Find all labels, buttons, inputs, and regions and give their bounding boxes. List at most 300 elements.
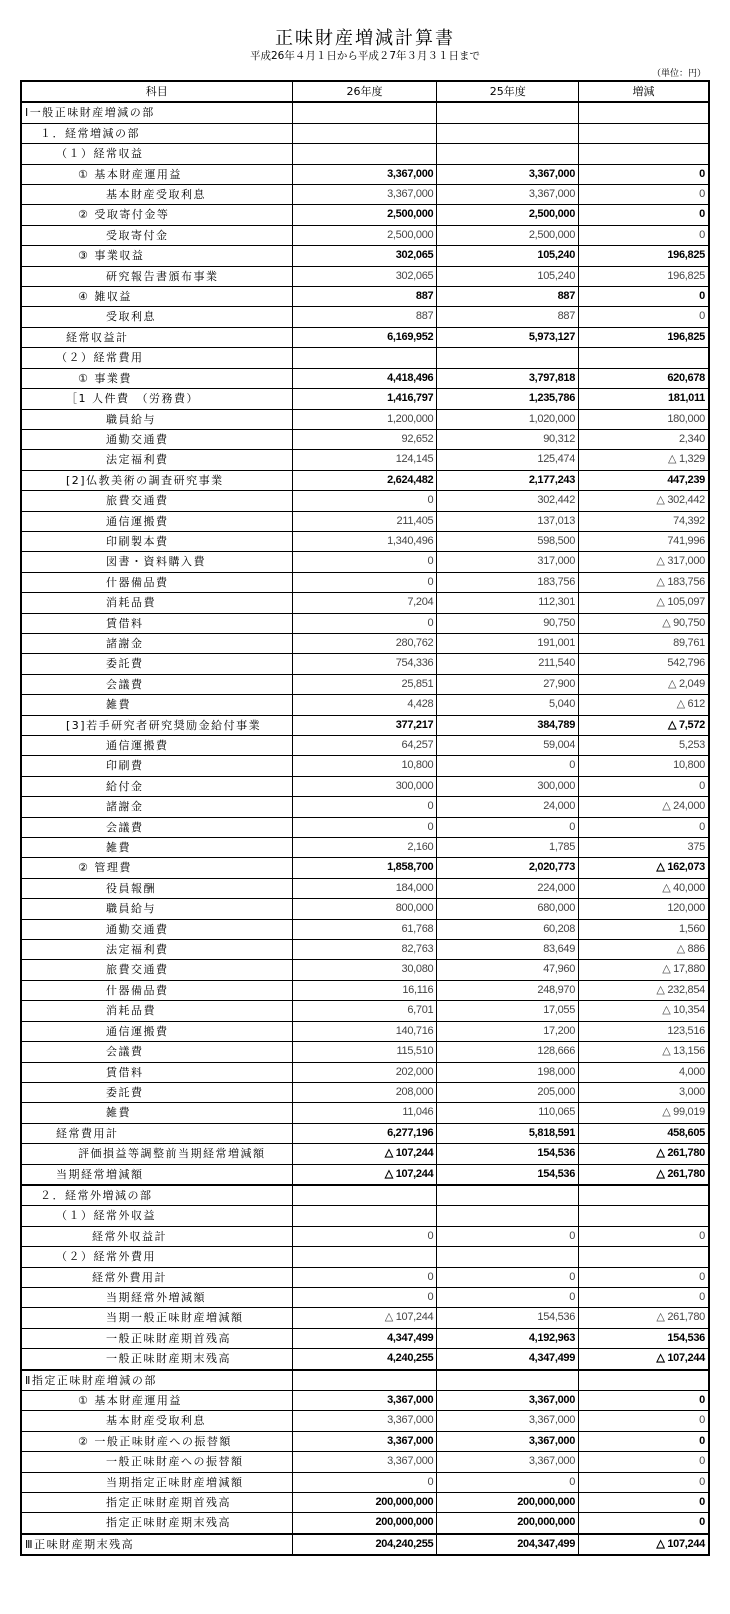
table-row [21, 1206, 709, 1226]
value-fy25: 5,818,591 [437, 1123, 579, 1143]
value-change: 0 [579, 1411, 709, 1431]
table-row [21, 899, 709, 919]
value-change: 0 [579, 225, 709, 245]
table-row [21, 1185, 709, 1206]
value-fy25: 154,536 [437, 1308, 579, 1328]
row-label: 通勤交通費 [21, 429, 292, 449]
value-fy25: 198,000 [437, 1062, 579, 1082]
table-row [21, 695, 709, 715]
row-label: 一般正味財産期末残高 [21, 1349, 292, 1370]
value-change: △ 17,880 [579, 960, 709, 980]
row-label: 指定正味財産期末残高 [21, 1513, 292, 1534]
table-row [21, 878, 709, 898]
table-row [21, 1123, 709, 1143]
table-row [21, 368, 709, 388]
value-fy26: 211,405 [292, 511, 437, 531]
value-change: 375 [579, 838, 709, 858]
table-row [21, 654, 709, 674]
value-fy25: 0 [437, 1287, 579, 1307]
value-change: △ 13,156 [579, 1042, 709, 1062]
row-label: 什器備品費 [21, 980, 292, 1000]
table-row [21, 1021, 709, 1041]
value-change: △ 317,000 [579, 552, 709, 572]
value-fy25: 2,177,243 [437, 470, 579, 490]
row-label: 通信運搬費 [21, 1021, 292, 1041]
value-change: △ 24,000 [579, 797, 709, 817]
table-row [21, 1144, 709, 1164]
table-row [21, 960, 709, 980]
value-fy25: 2,500,000 [437, 205, 579, 225]
value-fy26 [292, 1370, 437, 1391]
row-label: 図書・資料購入費 [21, 552, 292, 572]
value-fy25: 60,208 [437, 919, 579, 939]
value-fy25: 27,900 [437, 674, 579, 694]
value-fy25 [437, 348, 579, 368]
table-row [21, 327, 709, 347]
value-fy25: 887 [437, 307, 579, 327]
value-change: 741,996 [579, 531, 709, 551]
value-fy25: 3,797,818 [437, 368, 579, 388]
table-row [21, 797, 709, 817]
row-label: 会議費 [21, 1042, 292, 1062]
value-fy26: 7,204 [292, 593, 437, 613]
value-fy25 [437, 1247, 579, 1267]
value-fy25: 4,192,963 [437, 1328, 579, 1348]
table-row [21, 409, 709, 429]
value-change: 0 [579, 776, 709, 796]
value-change: 620,678 [579, 368, 709, 388]
value-change: 2,340 [579, 429, 709, 449]
table-row [21, 348, 709, 368]
row-label: 一般正味財産期首残高 [21, 1328, 292, 1348]
table-row [21, 531, 709, 551]
table-row [21, 1226, 709, 1246]
value-fy25: 3,367,000 [437, 1411, 579, 1431]
row-label: 通信運搬費 [21, 511, 292, 531]
row-label: ② 管理費 [21, 858, 292, 878]
table-row [21, 572, 709, 592]
row-label: [3]若手研究者研究奨励金給付事業 [21, 715, 292, 735]
value-fy25: 5,040 [437, 695, 579, 715]
row-label: ① 基本財産運用益 [21, 164, 292, 184]
value-fy26: 1,858,700 [292, 858, 437, 878]
row-label: 委託費 [21, 654, 292, 674]
value-fy26: 3,367,000 [292, 1411, 437, 1431]
value-change: 0 [579, 1472, 709, 1492]
row-label: （１）経常外収益 [21, 1206, 292, 1226]
value-fy25: 183,756 [437, 572, 579, 592]
table-row [21, 123, 709, 143]
value-fy26: 800,000 [292, 899, 437, 919]
value-fy25: 110,065 [437, 1103, 579, 1123]
value-fy26: 115,510 [292, 1042, 437, 1062]
value-fy26: 3,367,000 [292, 1391, 437, 1411]
value-change: 0 [579, 205, 709, 225]
value-change: 458,605 [579, 1123, 709, 1143]
value-change: △ 105,097 [579, 593, 709, 613]
value-fy25: 90,312 [437, 429, 579, 449]
value-change [579, 123, 709, 143]
value-fy26: 2,160 [292, 838, 437, 858]
value-fy26: 1,416,797 [292, 389, 437, 409]
value-fy25: 302,442 [437, 491, 579, 511]
table-row [21, 1391, 709, 1411]
row-label: 当期経常増減額 [21, 1164, 292, 1185]
row-label: （１）経常収益 [21, 144, 292, 164]
value-change: △ 10,354 [579, 1001, 709, 1021]
row-label: 当期指定正味財産増減額 [21, 1472, 292, 1492]
row-label: ② 一般正味財産への振替額 [21, 1431, 292, 1451]
row-label: ③ 事業収益 [21, 246, 292, 266]
table-row [21, 1513, 709, 1534]
row-label: （２）経常外費用 [21, 1247, 292, 1267]
table-row [21, 1431, 709, 1451]
value-change: 0 [579, 1391, 709, 1411]
row-label: 研究報告書頒布事業 [21, 266, 292, 286]
value-change: 5,253 [579, 736, 709, 756]
value-change: 0 [579, 1513, 709, 1534]
value-fy26: 280,762 [292, 633, 437, 653]
table-row [21, 1062, 709, 1082]
value-fy25: 154,536 [437, 1164, 579, 1185]
row-label: [2]仏教美術の調査研究事業 [21, 470, 292, 490]
value-fy26: 3,367,000 [292, 1431, 437, 1451]
value-fy26: 4,240,255 [292, 1349, 437, 1370]
row-label: 当期経常外増減額 [21, 1287, 292, 1307]
value-fy25: 4,347,499 [437, 1349, 579, 1370]
value-fy26: 11,046 [292, 1103, 437, 1123]
value-fy25: 128,666 [437, 1042, 579, 1062]
value-fy25: 105,240 [437, 266, 579, 286]
table-row [21, 470, 709, 490]
value-fy25: 211,540 [437, 654, 579, 674]
table-row [21, 1287, 709, 1307]
value-fy26: 6,701 [292, 1001, 437, 1021]
table-row [21, 225, 709, 245]
row-label: 消耗品費 [21, 593, 292, 613]
value-fy25 [437, 102, 579, 123]
table-row [21, 674, 709, 694]
row-label: ［1 人件費 （労務費） [21, 389, 292, 409]
value-fy26: 25,851 [292, 674, 437, 694]
row-label: 諸謝金 [21, 797, 292, 817]
row-label: 基本財産受取利息 [21, 185, 292, 205]
value-fy25: 200,000,000 [437, 1493, 579, 1513]
value-change [579, 348, 709, 368]
row-label: （２）経常費用 [21, 348, 292, 368]
value-fy26: 204,240,255 [292, 1534, 437, 1555]
value-fy26: 3,367,000 [292, 185, 437, 205]
fiscal-period: 平成26年４月１日から平成２7年３月３１日まで [249, 50, 481, 62]
value-fy26: 377,217 [292, 715, 437, 735]
table-row [21, 185, 709, 205]
table-row [21, 287, 709, 307]
value-fy26: 887 [292, 287, 437, 307]
value-fy25: 224,000 [437, 878, 579, 898]
value-change: △ 107,244 [579, 1349, 709, 1370]
value-fy26: 0 [292, 1472, 437, 1492]
value-fy25: 204,347,499 [437, 1534, 579, 1555]
value-fy26: 10,800 [292, 756, 437, 776]
document-title: 正味財産増減計算書 [275, 28, 455, 49]
value-fy26: 124,145 [292, 450, 437, 470]
value-fy26: 4,418,496 [292, 368, 437, 388]
table-row [21, 633, 709, 653]
value-fy26: 140,716 [292, 1021, 437, 1041]
value-fy26: 2,500,000 [292, 205, 437, 225]
table-row [21, 1308, 709, 1328]
row-label: 受取寄付金 [21, 225, 292, 245]
value-fy26: 92,652 [292, 429, 437, 449]
value-fy25: 59,004 [437, 736, 579, 756]
value-fy26: 200,000,000 [292, 1513, 437, 1534]
value-fy26: △ 107,244 [292, 1308, 437, 1328]
value-change: 542,796 [579, 654, 709, 674]
header-row [21, 81, 709, 102]
value-fy25 [437, 1370, 579, 1391]
value-fy26: 302,065 [292, 246, 437, 266]
value-fy25: 17,200 [437, 1021, 579, 1041]
value-fy26: △ 107,244 [292, 1164, 437, 1185]
value-fy25: 0 [437, 1226, 579, 1246]
row-label: 雑費 [21, 695, 292, 715]
value-fy25: 112,301 [437, 593, 579, 613]
value-fy26: 0 [292, 817, 437, 837]
table-row [21, 1493, 709, 1513]
value-fy25 [437, 144, 579, 164]
header-fy26: 26年度 [292, 81, 437, 102]
value-change: △ 2,049 [579, 674, 709, 694]
row-label: 旅費交通費 [21, 960, 292, 980]
row-label: 経常費用計 [21, 1123, 292, 1143]
value-fy25 [437, 123, 579, 143]
value-fy26: 16,116 [292, 980, 437, 1000]
value-change: 0 [579, 1493, 709, 1513]
value-fy25: 24,000 [437, 797, 579, 817]
table-row [21, 307, 709, 327]
value-change: 196,825 [579, 246, 709, 266]
table-row [21, 858, 709, 878]
value-fy26: 3,367,000 [292, 1452, 437, 1472]
row-label: ① 基本財産運用益 [21, 1391, 292, 1411]
table-row [21, 838, 709, 858]
row-label: 職員給与 [21, 409, 292, 429]
value-fy26 [292, 102, 437, 123]
table-row [21, 511, 709, 531]
value-fy26: 4,347,499 [292, 1328, 437, 1348]
value-fy26: 0 [292, 1226, 437, 1246]
row-label: 指定正味財産期首残高 [21, 1493, 292, 1513]
table-row [21, 552, 709, 572]
row-label: Ⅱ指定正味財産増減の部 [21, 1370, 292, 1391]
value-fy25: 47,960 [437, 960, 579, 980]
value-change: △ 107,244 [579, 1534, 709, 1555]
value-change: △ 1,329 [579, 450, 709, 470]
row-label: 旅費交通費 [21, 491, 292, 511]
value-fy25: 248,970 [437, 980, 579, 1000]
value-fy26 [292, 123, 437, 143]
value-fy26: 0 [292, 613, 437, 633]
value-change: 0 [579, 1267, 709, 1287]
value-fy26: 200,000,000 [292, 1493, 437, 1513]
value-fy25: 200,000,000 [437, 1513, 579, 1534]
value-fy26: 64,257 [292, 736, 437, 756]
row-label: 会議費 [21, 817, 292, 837]
value-fy26: 302,065 [292, 266, 437, 286]
value-fy25: 598,500 [437, 531, 579, 551]
value-fy25: 83,649 [437, 940, 579, 960]
value-fy25 [437, 1185, 579, 1206]
value-fy25: 1,785 [437, 838, 579, 858]
table-row [21, 1328, 709, 1348]
table-row [21, 1534, 709, 1555]
value-fy25: 384,789 [437, 715, 579, 735]
table-row [21, 205, 709, 225]
value-fy26: 0 [292, 572, 437, 592]
table-row [21, 613, 709, 633]
value-fy26: 0 [292, 1267, 437, 1287]
value-change: △ 90,750 [579, 613, 709, 633]
value-change: 1,560 [579, 919, 709, 939]
table-row [21, 1103, 709, 1123]
value-fy25: 137,013 [437, 511, 579, 531]
value-change [579, 1370, 709, 1391]
value-fy26: 2,500,000 [292, 225, 437, 245]
table-row [21, 1349, 709, 1370]
value-fy26: 3,367,000 [292, 164, 437, 184]
value-change: 4,000 [579, 1062, 709, 1082]
value-change: 196,825 [579, 327, 709, 347]
row-label: 会議費 [21, 674, 292, 694]
row-label: 評価損益等調整前当期経常増減額 [21, 1144, 292, 1164]
table-row [21, 266, 709, 286]
value-change: △ 612 [579, 695, 709, 715]
table-row [21, 980, 709, 1000]
header-account: 科目 [21, 81, 292, 102]
value-fy25: 154,536 [437, 1144, 579, 1164]
value-fy25: 191,001 [437, 633, 579, 653]
table-row [21, 1370, 709, 1391]
value-fy25: 3,367,000 [437, 164, 579, 184]
value-fy26: 0 [292, 491, 437, 511]
value-fy26: 4,428 [292, 695, 437, 715]
value-fy25: 887 [437, 287, 579, 307]
value-fy25: 0 [437, 756, 579, 776]
header-fy25: 25年度 [437, 81, 579, 102]
value-change [579, 1206, 709, 1226]
value-change: △ 162,073 [579, 858, 709, 878]
table-row [21, 593, 709, 613]
value-fy26: 184,000 [292, 878, 437, 898]
table-row [21, 1411, 709, 1431]
value-fy26: 887 [292, 307, 437, 327]
value-fy26: 2,624,482 [292, 470, 437, 490]
value-fy26: 6,277,196 [292, 1123, 437, 1143]
value-fy25: 3,367,000 [437, 1391, 579, 1411]
value-fy25: 5,973,127 [437, 327, 579, 347]
value-fy26: 1,200,000 [292, 409, 437, 429]
table-row [21, 715, 709, 735]
row-label: ② 受取寄付金等 [21, 205, 292, 225]
table-row [21, 491, 709, 511]
value-fy25: 3,367,000 [437, 185, 579, 205]
value-fy25: 2,020,773 [437, 858, 579, 878]
value-change: △ 232,854 [579, 980, 709, 1000]
table-row [21, 1452, 709, 1472]
value-change: 196,825 [579, 266, 709, 286]
row-label: 賃借料 [21, 1062, 292, 1082]
table-row [21, 246, 709, 266]
row-label: 給付金 [21, 776, 292, 796]
row-label: Ⅰ一般正味財産増減の部 [21, 102, 292, 123]
value-fy25: 3,367,000 [437, 1431, 579, 1451]
value-fy26: 0 [292, 552, 437, 572]
value-change: △ 302,442 [579, 491, 709, 511]
row-label: 通勤交通費 [21, 919, 292, 939]
value-change: △ 261,780 [579, 1308, 709, 1328]
value-change: △ 886 [579, 940, 709, 960]
row-label: ２．経常外増減の部 [21, 1185, 292, 1206]
row-label: 職員給与 [21, 899, 292, 919]
value-fy26 [292, 1185, 437, 1206]
value-fy25: 1,020,000 [437, 409, 579, 429]
value-fy26 [292, 144, 437, 164]
table-row [21, 1267, 709, 1287]
value-fy26: 208,000 [292, 1082, 437, 1102]
row-label: 一般正味財産への振替額 [21, 1452, 292, 1472]
value-change: 0 [579, 164, 709, 184]
value-fy25: 0 [437, 817, 579, 837]
value-fy25: 105,240 [437, 246, 579, 266]
value-change: 89,761 [579, 633, 709, 653]
value-change: 181,011 [579, 389, 709, 409]
row-label: 雑費 [21, 838, 292, 858]
value-fy26: 1,340,496 [292, 531, 437, 551]
row-label: 印刷製本費 [21, 531, 292, 551]
value-change: 10,800 [579, 756, 709, 776]
row-label: 経常外収益計 [21, 1226, 292, 1246]
row-label: 経常外費用計 [21, 1267, 292, 1287]
value-change: 120,000 [579, 899, 709, 919]
value-fy26: 82,763 [292, 940, 437, 960]
value-change: 180,000 [579, 409, 709, 429]
value-fy26: 30,080 [292, 960, 437, 980]
value-fy25: 90,750 [437, 613, 579, 633]
value-change [579, 102, 709, 123]
value-fy26: 202,000 [292, 1062, 437, 1082]
unit-label: （単位：円） [651, 69, 706, 79]
value-fy26 [292, 1247, 437, 1267]
table-row [21, 1042, 709, 1062]
row-label: 雑費 [21, 1103, 292, 1123]
table-row [21, 736, 709, 756]
table-row [21, 817, 709, 837]
row-label: 委託費 [21, 1082, 292, 1102]
table-row [21, 1472, 709, 1492]
value-change: △ 261,780 [579, 1164, 709, 1185]
value-fy25 [437, 1206, 579, 1226]
row-label: ④ 雑収益 [21, 287, 292, 307]
table-row [21, 144, 709, 164]
row-label: ① 事業費 [21, 368, 292, 388]
row-label: 経常収益計 [21, 327, 292, 347]
value-change: 447,239 [579, 470, 709, 490]
value-fy26: △ 107,244 [292, 1144, 437, 1164]
value-change: 3,000 [579, 1082, 709, 1102]
table-row [21, 450, 709, 470]
value-change: △ 7,572 [579, 715, 709, 735]
value-fy25: 0 [437, 1472, 579, 1492]
